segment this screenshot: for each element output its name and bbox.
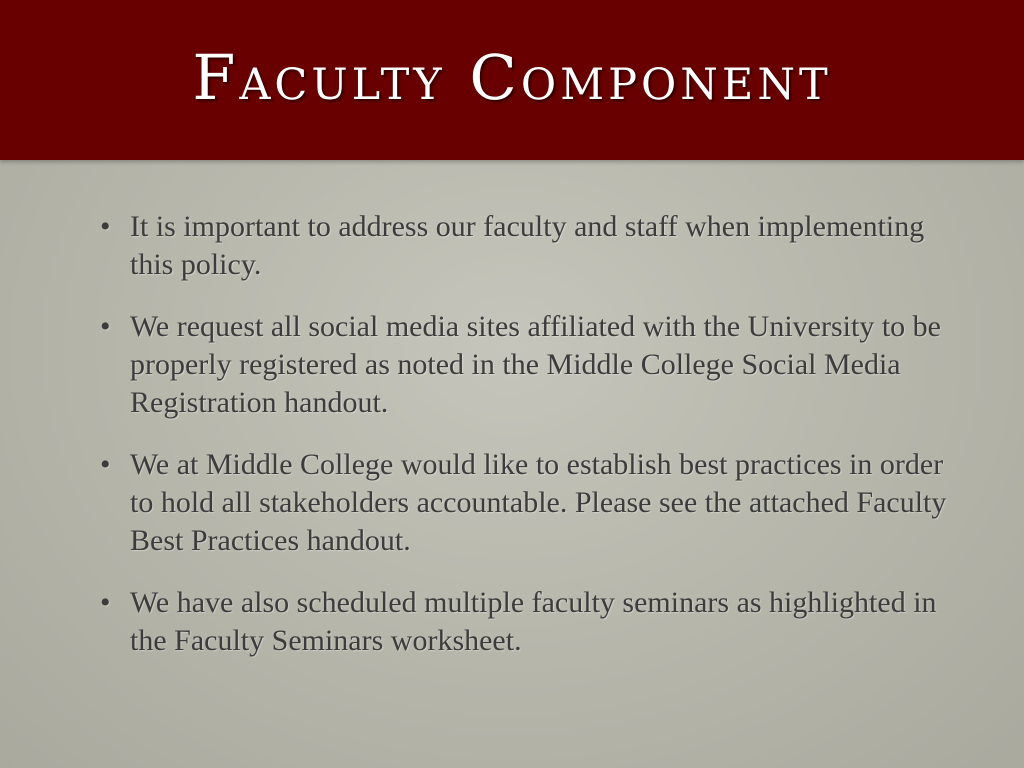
bullet-text-3: We at Middle College would like to establish best practices in order to hold all stakeholders accountable. Please see the attached Faculty Best Practices handout. <box>130 448 947 557</box>
bullet-icon: • <box>100 210 111 243</box>
bullet-list <box>100 208 960 684</box>
bullet-text-4: We have also scheduled multiple faculty seminars as highlighted in the Faculty Seminars worksheet. <box>130 586 937 657</box>
bullet-icon: • <box>100 586 111 619</box>
bullet-item-3 <box>100 446 960 560</box>
bullet-text-1: It is important to address our faculty and staff when implementing this policy. <box>130 210 925 281</box>
bullet-icon: • <box>100 310 111 343</box>
title-bar <box>0 0 1024 160</box>
bullet-item-1 <box>100 208 960 284</box>
bullet-item-2 <box>100 308 960 422</box>
bullet-item-4 <box>100 584 960 660</box>
bullet-icon: • <box>100 448 111 481</box>
slide-title: Faculty Component <box>192 41 832 114</box>
bullet-text-2: We request all social media sites affiliated with the University to be properly registered as noted in the Middle College Social Media Registration handout. <box>130 310 941 419</box>
